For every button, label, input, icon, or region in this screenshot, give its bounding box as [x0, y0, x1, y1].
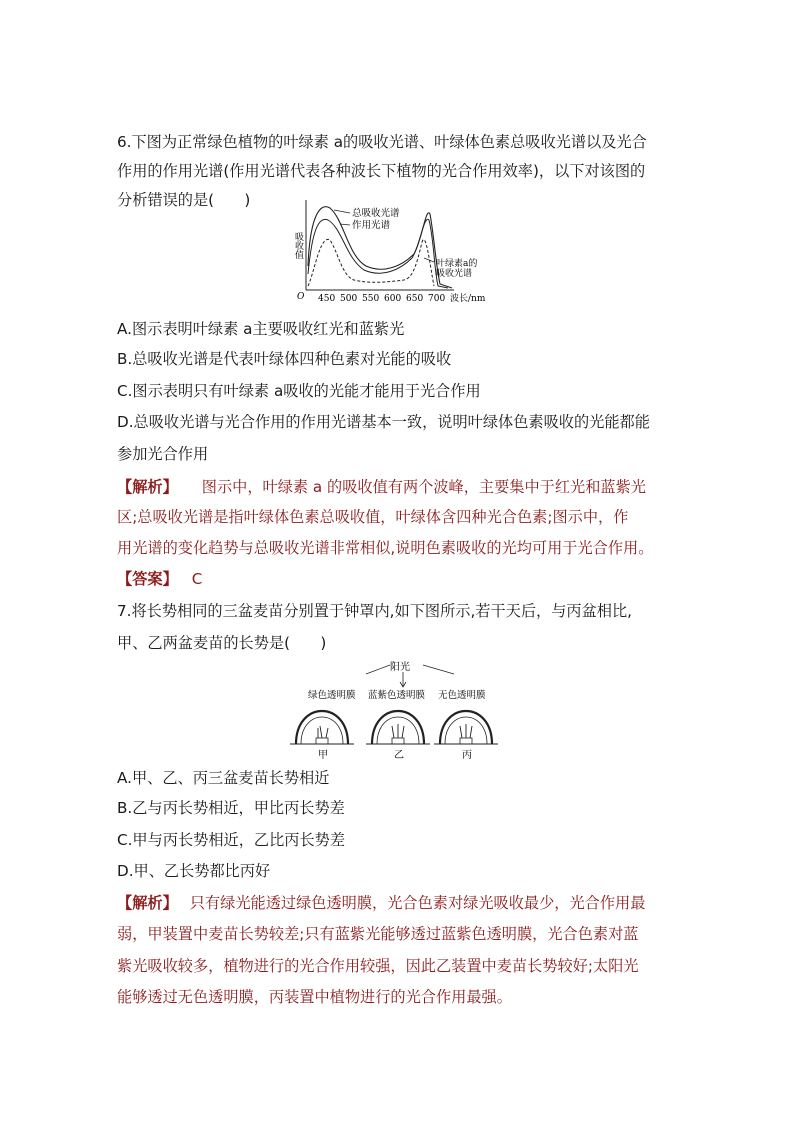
q7-analysis-text: 只有绿光能透过绿色透明膜，光合色素对绿光吸收最少，光合作用最 — [189, 894, 646, 912]
legend-action: 作用光谱 — [352, 220, 391, 231]
q7-bell-jar-figure — [290, 660, 510, 764]
q7-stem-line-1: 7.将长势相同的三盆麦苗分别置于钟罩内,如下图所示,若干天后，与丙盆相比, — [117, 602, 632, 620]
leader-line — [334, 210, 350, 213]
q6-answer-value: C — [191, 570, 203, 588]
pot-label-jia: 甲 — [318, 750, 328, 761]
film-label-bluepurple: 蓝紫色透明膜 — [368, 690, 426, 701]
q7-stem-line-2: 甲、乙两盆麦苗的长势是( ) — [117, 634, 327, 652]
x-tick-label: 650 — [406, 294, 424, 304]
q6-analysis-line-2: 区;总吸收光谱是指叶绿体色素总吸收值，叶绿体含四种光合色素;图示中，作 — [117, 508, 629, 526]
q7-analysis-line-3: 紫光吸收较多，植物进行的光合作用较强，因此乙装置中麦苗长势较好;太阳光 — [117, 957, 639, 975]
q7-option-b: B.乙与丙长势相近，甲比丙长势差 — [117, 799, 345, 817]
x-tick-label: 700 — [428, 294, 446, 304]
x-tick-label: 550 — [362, 294, 380, 304]
q7-option-a: A.甲、乙、丙三盆麦苗长势相近 — [117, 769, 330, 787]
q6-analysis-line-1 — [117, 476, 646, 498]
q6-stem-line-1: 6.下图为正常绿色植物的叶绿素 a的吸收光谱、叶绿体色素总吸收光谱以及光合 — [117, 133, 647, 151]
legend-chla-1: 叶绿素a的 — [436, 259, 478, 269]
q6-option-d-line-2: 参加光合作用 — [117, 445, 209, 463]
q6-analysis-line-3: 用光谱的变化趋势与总吸收光谱非常相似,说明色素吸收的光均可用于光合作用。 — [117, 539, 654, 557]
q6-option-b: B.总吸收光谱是代表叶绿体四种色素对光能的吸收 — [117, 350, 452, 368]
pot-label-yi: 乙 — [394, 750, 404, 761]
q6-answer — [117, 568, 202, 590]
q6-option-a: A.图示表明叶绿素 a主要吸收红光和蓝紫光 — [117, 320, 405, 338]
bell-jar-bing — [434, 711, 498, 744]
film-label-green: 绿色透明膜 — [308, 690, 356, 701]
q6-option-c: C.图示表明只有叶绿素 a吸收的光能才能用于光合作用 — [117, 382, 481, 400]
q6-stem-line-3: 分析错误的是( ) — [117, 191, 251, 209]
pot-label-bing: 丙 — [462, 750, 472, 761]
film-label-clear: 无色透明膜 — [438, 690, 486, 701]
sun-ray-line — [366, 665, 390, 674]
sunlight-label: 阳光 — [390, 662, 410, 673]
legend-chla-2: 吸收光谱 — [436, 269, 473, 279]
q6-answer-label: 【答案】 — [117, 570, 178, 588]
chla-absorption-curve — [308, 239, 434, 286]
q7-option-d: D.甲、乙长势都比丙好 — [117, 862, 271, 880]
q6-analysis-label: 【解析】 — [117, 478, 178, 496]
x-tick-label: 500 — [340, 294, 358, 304]
leader-line — [424, 258, 434, 262]
q7-option-c: C.甲与丙长势相近，乙比丙长势差 — [117, 831, 346, 849]
sun-ray-line — [423, 665, 454, 674]
q6-option-d-line-1: D.总吸收光谱与光合作用的作用光谱基本一致，说明叶绿体色素吸收的光能都能 — [117, 413, 650, 431]
q7-analysis-line-1 — [117, 892, 645, 914]
q6-analysis-text: 图示中，叶绿素 a 的吸收值有两个波峰，主要集中于红光和蓝紫光 — [201, 478, 646, 496]
q7-analysis-line-2: 弱，甲装置中麦苗长势较差;只有蓝紫光能够透过蓝紫色透明膜，光合色素对蓝 — [117, 925, 639, 943]
x-tick-label: 600 — [384, 294, 402, 304]
q6-spectra-figure — [284, 196, 514, 306]
q7-analysis-label: 【解析】 — [117, 894, 178, 912]
legend-total: 总吸收光谱 — [352, 208, 400, 219]
q6-ylabel: 吸收值 — [293, 232, 303, 259]
q6-origin: O — [297, 292, 305, 302]
bell-jar-yi — [366, 711, 430, 744]
bell-jar-jia — [290, 711, 354, 744]
x-tick-label: 450 — [318, 294, 336, 304]
x-axis-label: 波长/nm — [450, 294, 486, 304]
q7-analysis-line-4: 能够透过无色透明膜，丙装置中植物进行的光合作用最强。 — [117, 988, 512, 1006]
q6-stem-line-2: 作用的作用光谱(作用光谱代表各种波长下植物的光合作用效率)，以下对该图的 — [117, 162, 646, 180]
